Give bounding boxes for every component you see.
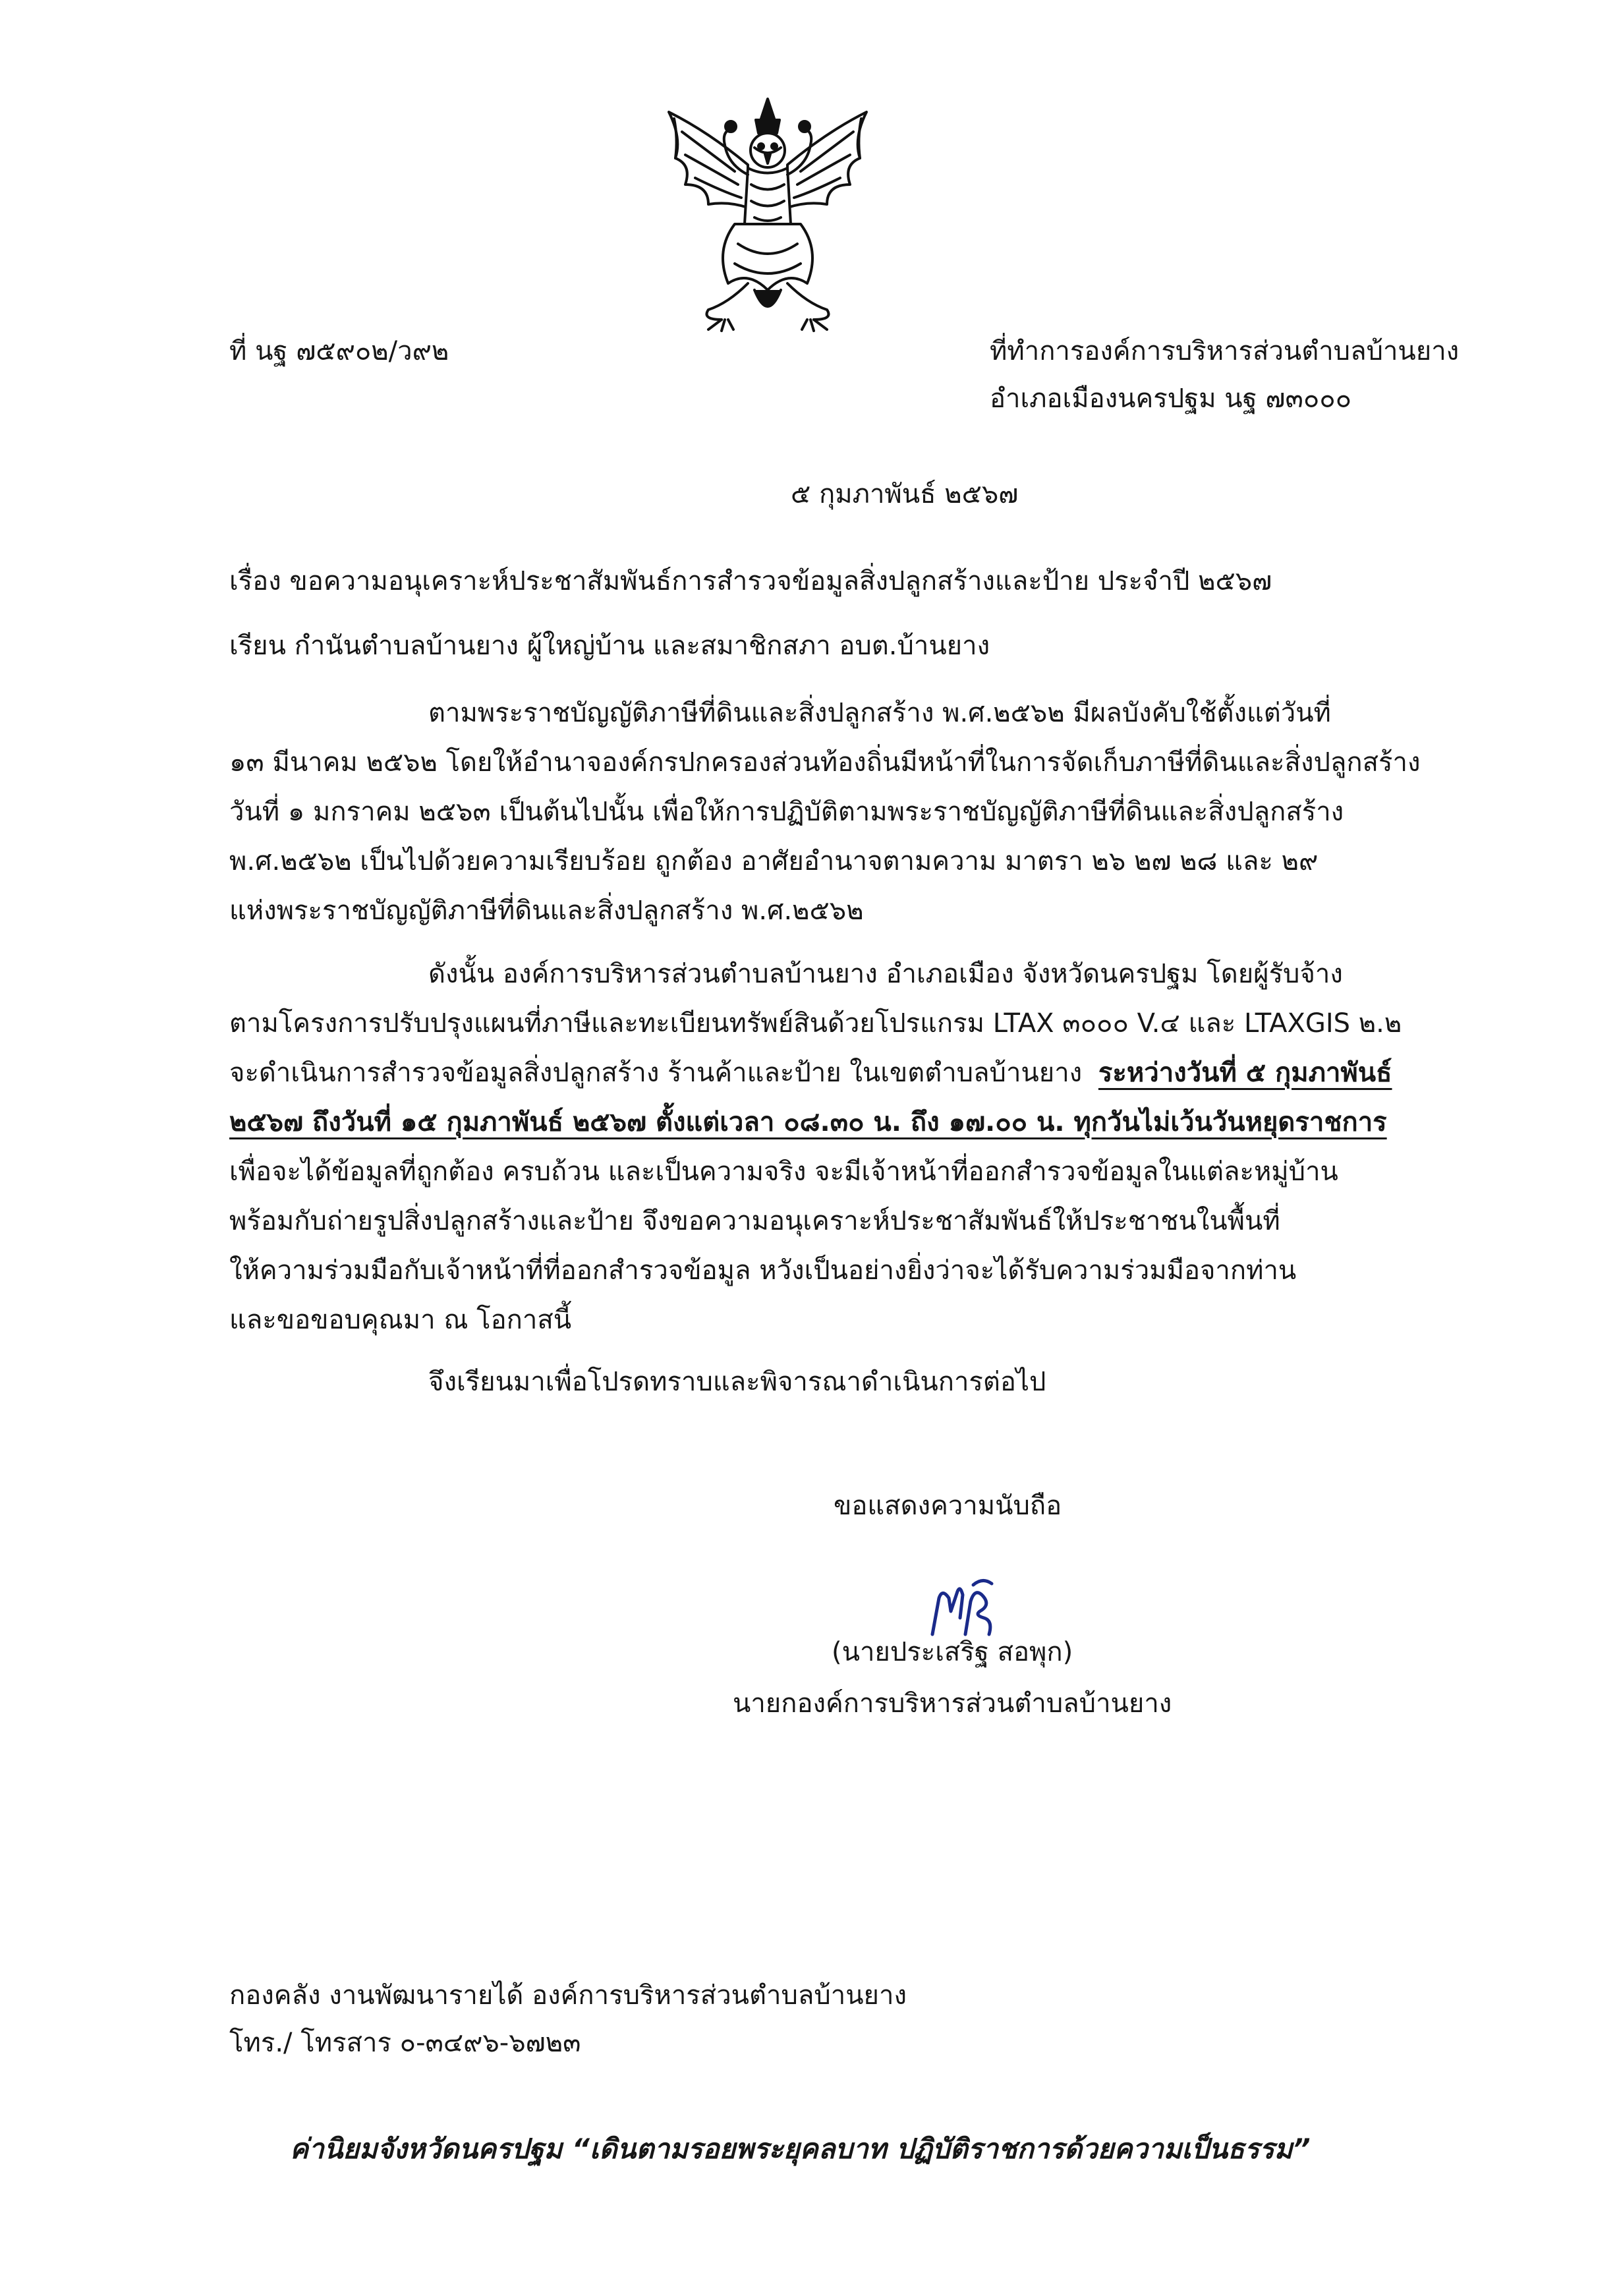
subject-line: เรื่อง ขอความอนุเคราะห์ประชาสัมพันธ์การสำรวจข้อมูลสิ่งปลูกสร้างและป้าย ประจำปี ๒๕๖๗ — [229, 566, 1272, 596]
paragraph1-line: วันที่ ๑ มกราคม ๒๕๖๓ เป็นต้นไปนั้น เพื่อให้การปฏิบัติตามพระราชบัญญัติภาษีที่ดินและสิ่งปลูกสร้าง — [229, 797, 1344, 827]
closing-request: จึงเรียนมาเพื่อโปรดทราบและพิจารณาดำเนินการต่อไป — [428, 1367, 1046, 1397]
paragraph2-line: ตามโครงการปรับปรุงแผนที่ภาษีและทะเบียนทรัพย์สินด้วยโปรแกรม LTAX ๓๐๐๐ V.๔ และ LTAXGIS ๒.๒ — [229, 1008, 1402, 1039]
paragraph2-line: พร้อมกับถ่ายรูปสิ่งปลูกสร้างและป้าย จึงขอความอนุเคราะห์ประชาสัมพันธ์ให้ประชาชนในพื้นที่ — [229, 1206, 1280, 1236]
recipient-line: เรียน กำนันตำบลบ้านยาง ผู้ใหญ่บ้าน และสมาชิกสภา อบต.บ้านยาง — [229, 631, 990, 661]
office-address-line1: ที่ทำการองค์การบริหารส่วนตำบลบ้านยาง — [990, 336, 1460, 366]
signature-mark — [919, 1572, 1005, 1644]
paragraph1-line: ตามพระราชบัญญัติภาษีที่ดินและสิ่งปลูกสร้าง พ.ศ.๒๕๖๒ มีผลบังคับใช้ตั้งแต่วันที่ — [428, 698, 1331, 728]
paragraph2-line: เพื่อจะได้ข้อมูลที่ถูกต้อง ครบถ้วน และเป็นความจริง จะมีเจ้าหน้าที่ออกสำรวจข้อมูลในแต่ละหมู่บ้าน — [229, 1157, 1338, 1187]
paragraph2-line: ดังนั้น องค์การบริหารส่วนตำบลบ้านยาง อำเภอเมือง จังหวัดนครปฐม โดยผู้รับจ้าง — [428, 959, 1343, 989]
paragraph1-line: พ.ศ.๒๕๖๒ เป็นไปด้วยความเรียบร้อย ถูกต้อง อาศัยอำนาจตามความ มาตรา ๒๖ ๒๗ ๒๘ และ ๒๙ — [229, 846, 1319, 876]
reference-number: ที่ นฐ ๗๕๙๐๒/ว๙๒ — [229, 336, 449, 366]
paragraph1-line: แห่งพระราชบัญญัติภาษีที่ดินและสิ่งปลูกสร้าง พ.ศ.๒๕๖๒ — [229, 896, 864, 926]
signatory-position: นายกองค์การบริหารส่วนตำบลบ้านยาง — [733, 1688, 1172, 1719]
paragraph1-line: ๑๓ มีนาคม ๒๕๖๒ โดยให้อำนาจองค์กรปกครองส่วนท้องถิ่นมีหน้าที่ในการจัดเก็บภาษีที่ดินและสิ่งปลูกสร้าง — [229, 747, 1421, 778]
garuda-emblem — [656, 92, 880, 336]
office-address-line2: อำเภอเมืองนครปฐม นฐ ๗๓๐๐๐ — [990, 384, 1352, 414]
province-motto: ค่านิยมจังหวัดนครปฐม “เดินตามรอยพระยุคลบาท ปฏิบัติราชการด้วยความเป็นธรรม” — [290, 2133, 1311, 2165]
document-date: ๕ กุมภาพันธ์ ๒๕๖๗ — [791, 479, 1019, 509]
survey-period-highlight: ๒๕๖๗ ถึงวันที่ ๑๕ กุมภาพันธ์ ๒๕๖๗ ตั้งแต่เวลา ๐๘.๓๐ น. ถึง ๑๗.๐๐ น. ทุกวันไม่เว้นวันหยุดราชการ — [229, 1107, 1387, 1137]
paragraph2-text: จะดำเนินการสำรวจข้อมูลสิ่งปลูกสร้าง ร้านค้าและป้าย ในเขตตำบลบ้านยาง — [229, 1058, 1083, 1088]
respect-closing: ขอแสดงความนับถือ — [834, 1491, 1062, 1521]
footer-department: กองคลัง งานพัฒนารายได้ องค์การบริหารส่วนตำบลบ้านยาง — [229, 1980, 907, 2011]
signatory-name: (นายประเสริฐ สอพุก) — [832, 1637, 1073, 1667]
paragraph2-line — [229, 1060, 1392, 1086]
paragraph2-line: และขอขอบคุณมา ณ โอกาสนี้ — [229, 1305, 572, 1335]
survey-period-highlight: ระหว่างวันที่ ๕ กุมภาพันธ์ — [1098, 1058, 1392, 1088]
paragraph2-line: ให้ความร่วมมือกับเจ้าหน้าที่ที่ออกสำรวจข้อมูล หวังเป็นอย่างยิ่งว่าจะได้รับความร่วมมือจากท่าน — [229, 1255, 1297, 1286]
footer-phone: โทร./ โทรสาร ๐-๓๔๙๖-๖๗๒๓ — [229, 2028, 581, 2058]
